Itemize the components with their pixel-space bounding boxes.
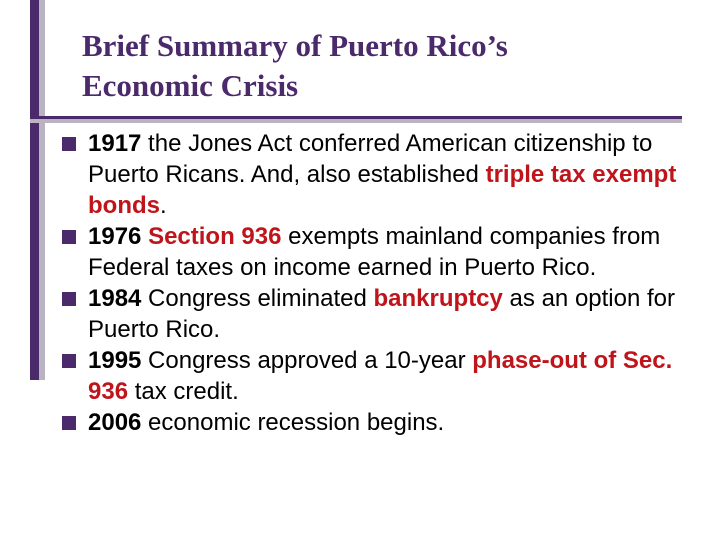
bullet-text: economic recession begins.: [141, 409, 445, 436]
bullet-highlight: bankruptcy: [373, 285, 503, 312]
square-bullet-icon: [62, 230, 76, 244]
bullet-item-1976: [60, 221, 710, 283]
bullet-year: 1995: [88, 347, 142, 374]
slide-title-line-2: Economic Crisis: [82, 68, 299, 103]
bullet-year: 1976: [88, 223, 142, 250]
left-accent-bar: [30, 0, 39, 380]
square-bullet-icon: [62, 416, 76, 430]
square-bullet-icon: [62, 137, 76, 151]
bullet-text-end: exempts mainland companies from Federal taxes on income earned in Puerto Rico.: [88, 223, 661, 281]
bullet-list: [60, 128, 710, 438]
bullet-highlight: Section 936: [148, 223, 282, 250]
bullet-text-end: tax credit.: [128, 378, 239, 405]
bullet-text: Congress eliminated: [141, 285, 374, 312]
left-accent-bar-shadow: [39, 0, 45, 380]
slide-title: [82, 26, 682, 106]
slide-title-line-1: Brief Summary of Puerto Rico’s: [82, 28, 508, 63]
bullet-highlight: phase-out of Sec. 936: [88, 347, 673, 405]
bullet-item-2006: [60, 407, 710, 438]
bullet-year: 1984: [88, 285, 142, 312]
bullet-text: the Jones Act conferred American citizenship to Puerto Ricans. And, also established: [88, 130, 653, 188]
bullet-text-end: .: [160, 192, 167, 219]
square-bullet-icon: [62, 292, 76, 306]
bullet-text: Congress approved a 10-year: [141, 347, 473, 374]
bullet-year: 1917: [88, 130, 142, 157]
bullet-year: 2006: [88, 409, 142, 436]
bullet-item-1917: [60, 128, 710, 221]
bullet-highlight: triple tax exempt bonds: [88, 161, 677, 219]
bullet-item-1995: [60, 345, 710, 407]
bullet-text-end: as an option for Puerto Rico.: [88, 285, 676, 343]
bullet-item-1984: [60, 283, 710, 345]
title-divider-shadow: [30, 119, 682, 123]
square-bullet-icon: [62, 354, 76, 368]
